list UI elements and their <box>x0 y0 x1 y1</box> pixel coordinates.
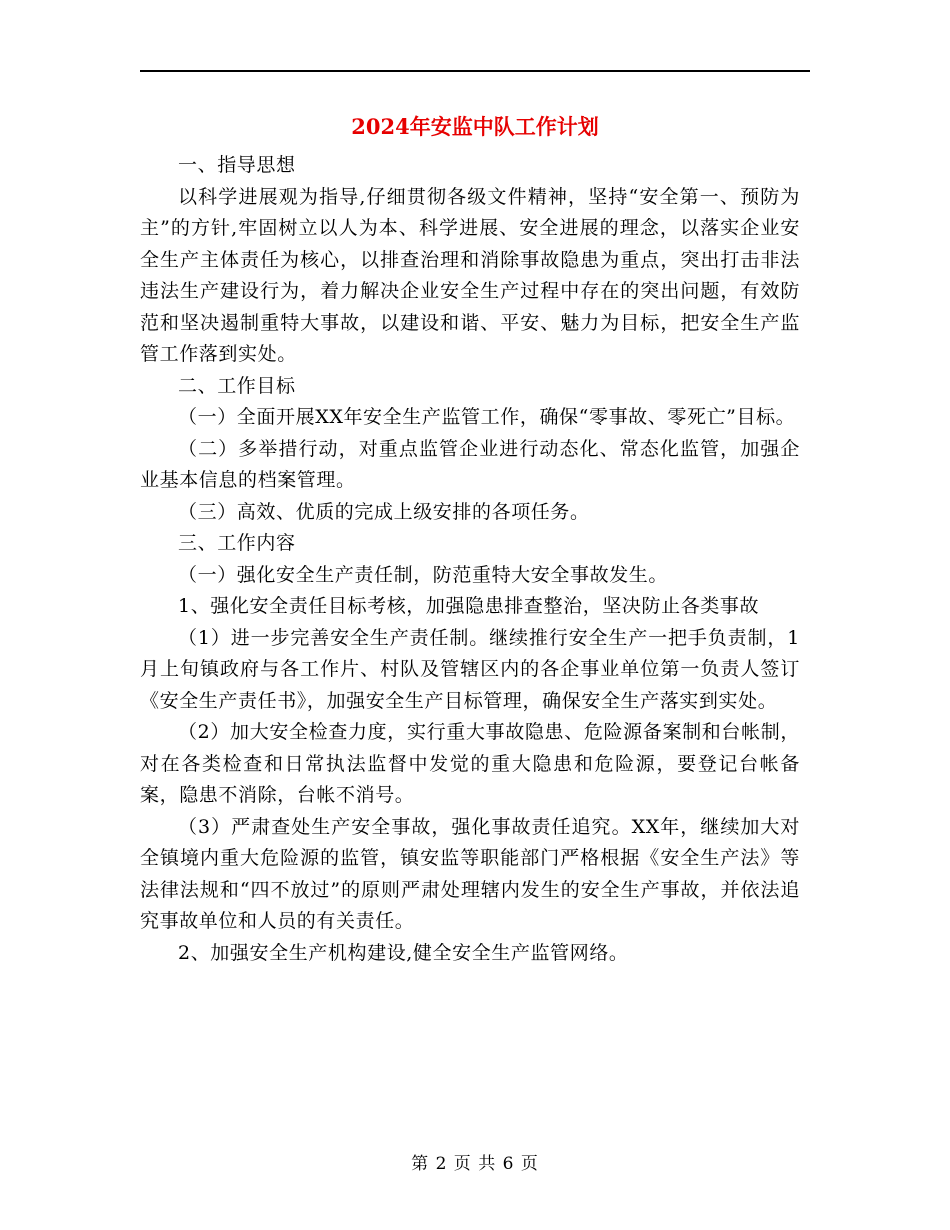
page-number: 第 2 页 共 6 页 <box>411 1154 539 1174</box>
body-paragraph: （1）进一步完善安全生产责任制。继续推行安全生产一把手负责制，1月上旬镇政府与各工作片、村队及管辖区内的各企事业单位第一负责人签订《安全生产责任书》，加强安全生产目标管理，确保安全生产落实到实处。 <box>140 626 800 712</box>
body-paragraph: （一）全面开展XX年安全生产监管工作，确保“零事故、零死亡”目标。 <box>178 406 796 428</box>
body-paragraph: （三）高效、优质的完成上级安排的各项任务。 <box>178 500 590 523</box>
document-title: 2024年安监中队工作计划 <box>351 114 599 139</box>
header-rule <box>140 70 810 72</box>
section-heading: 三、工作内容 <box>178 532 296 554</box>
body-paragraph: 2、加强安全生产机构建设,健全安全生产监管网络。 <box>178 941 629 964</box>
body-paragraph: （一）强化安全生产责任制，防范重特大安全事故发生。 <box>178 563 669 586</box>
body-paragraph: 1、强化安全责任目标考核，加强隐患排查整治，坚决防止各类事故 <box>178 595 760 617</box>
body-paragraph: 以科学进展观为指导,仔细贯彻各级文件精神，坚持“安全第一、预防为主”的方针,牢固树立以人为本、科学进展、安全进展的理念，以落实企业安全生产主体责任为核心，以排查治理和消除事故隐患为重点，突出打击非法违法生产建设行为，着力解决企业安全生产过程中存在的突出问题，有效防范和坚决遏制重特大事故，以建设和谐、平安、魅力为目标，把安全生产监管工作落到实处。 <box>140 185 800 365</box>
section-heading: 二、工作目标 <box>178 374 296 397</box>
section-heading: 一、指导思想 <box>178 154 296 176</box>
document-body <box>140 150 800 969</box>
body-paragraph: （2）加大安全检查力度，实行重大事故隐患、危险源备案制和台帐制，对在各类检查和日常执法监督中发觉的重大隐患和危险源，要登记台帐备案，隐患不消除，台帐不消号。 <box>140 721 800 806</box>
body-paragraph: （3）严肃查处生产安全事故，强化事故责任追究。XX年，继续加大对全镇境内重大危险源的监管，镇安监等职能部门严格根据《安全生产法》等法律法规和“四不放过”的原则严肃处理辖内发生的安全生产事故，并依法追究事故单位和人员的有关责任。 <box>140 815 800 932</box>
body-paragraph: （二）多举措行动，对重点监管企业进行动态化、常态化监管，加强企业基本信息的档案管理。 <box>140 437 800 491</box>
